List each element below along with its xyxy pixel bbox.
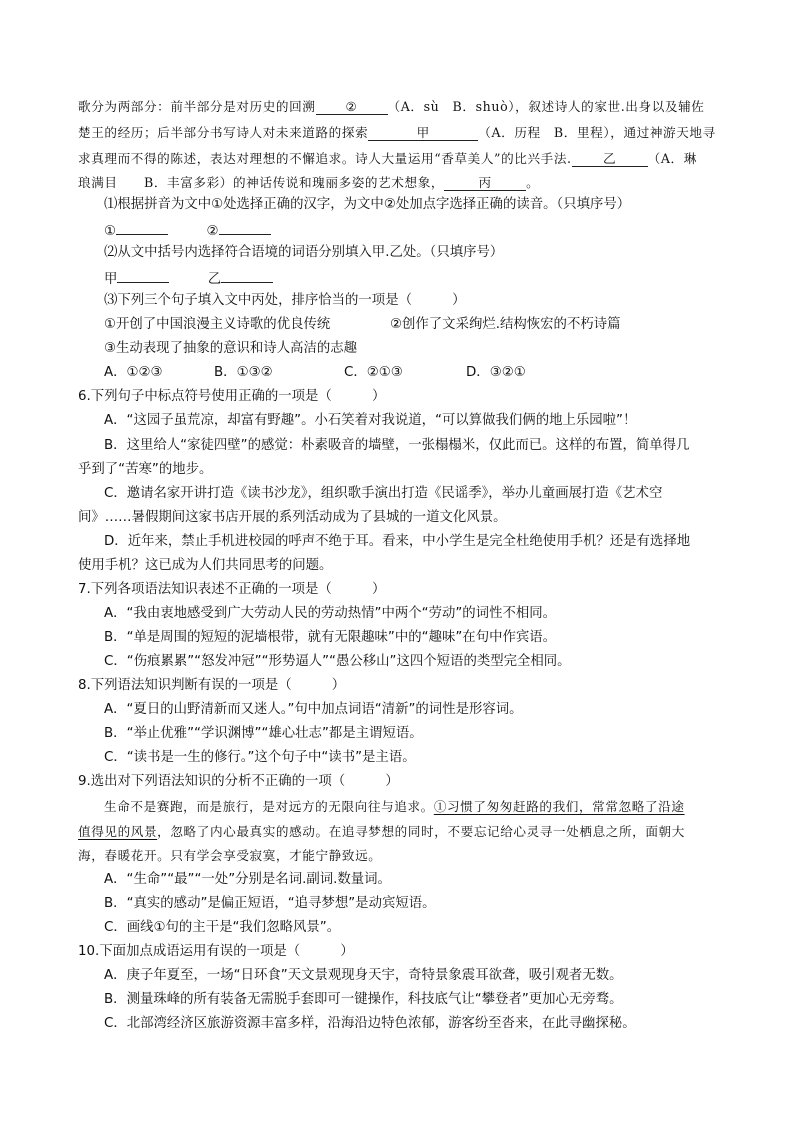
sub3-sentences-row1 <box>104 315 794 335</box>
passage-text: 楚王的经历；后半部分书写诗人对未来道路的探索 <box>78 125 369 140</box>
passage-text: 歌分为两部分：前半部分是对历史的回溯 <box>78 99 316 114</box>
blank-label: 乙 <box>207 272 222 287</box>
q7-stem: 7.下列各项语法知识表述不正确的一项是（ ） <box>78 582 386 597</box>
passage-text: （A．sù B．shuò），叙述诗人的家世.出身以及辅佐 <box>387 99 705 114</box>
sentence-option: ②创作了文采绚烂.结构恢宏的不朽诗篇 <box>390 317 621 332</box>
sub1-blanks <box>104 219 794 242</box>
passage-text: （A．历程 B．里程），通过神游天地寻 <box>478 125 716 140</box>
blank-2[interactable]: ② <box>316 99 388 115</box>
sub3-sentence-3: ③生动表现了抽象的意识和诗人高洁的志趣 <box>104 341 358 356</box>
q6-stem: 6.下列句子中标点符号使用正确的一项是（ ） <box>78 389 386 404</box>
sentence-option: ①开创了中国浪漫主义诗歌的优良传统 <box>104 317 331 332</box>
q10-stem: 10.下面加点成语运用有误的一项是（ ） <box>78 944 354 959</box>
q9-passage-line-2 <box>78 822 794 842</box>
blank-label: ① <box>104 224 117 239</box>
q10-option-a[interactable]: A．庚子年夏至，一场“日环食”天文景观现身天宇，奇特景象震耳欲聋，吸引观者无数。 <box>104 968 623 983</box>
q9-passage-line-3: 海，春暖花开。只有学会享受寂寞，才能宁静致远。 <box>78 848 382 863</box>
sub1-stem: ⑴根据拼音为文中①处选择正确的汉字，为文中②处加点字选择正确的读音。（只填序号） <box>104 197 631 212</box>
q7-option-a[interactable]: A．“我由衷地感受到广大劳动人民的劳动热情”中两个“劳动”的词性不相同。 <box>104 606 557 621</box>
passage-text: 。 <box>526 175 540 190</box>
q7-option-b[interactable]: B．“单是周围的短短的泥墙根带，就有无限趣味”中的“趣味”在句中作宾语。 <box>104 630 557 645</box>
blank-yi[interactable]: 乙 <box>572 151 648 167</box>
q9-passage-text: 生命不是赛跑，而是旅行，是对远方的无限向往与追求。 <box>104 799 434 814</box>
q6-option-b-line2[interactable]: 乎到了“苦寒”的地步。 <box>78 462 213 477</box>
answer-blank-yi[interactable] <box>221 267 273 283</box>
q6-option-a[interactable]: A．“这园子虽荒凉，却富有野趣”。小石笑着对我说道，“可以算做我们俩的地上乐园啦”！ <box>104 413 637 428</box>
q9-option-a[interactable]: A．“生命”“最”“一处”分别是名词.副词.数量词。 <box>104 872 391 887</box>
q9-option-b[interactable]: B．“真实的感动”是偏正短语，“追寻梦想”是动宾短语。 <box>104 896 436 911</box>
q8-option-a[interactable]: A．“夏日的山野清新而又迷人。”句中加点词语“清新”的词性是形容词。 <box>104 702 523 717</box>
passage-text: 求真理而不得的陈述，表达对理想的不懈追求。诗人大量运用“香草美人”的比兴手法. <box>78 151 572 166</box>
q9-underlined-sentence: 值得见的风景 <box>78 824 158 839</box>
q9-stem: 9.选出对下列语法知识的分析不正确的一项（ ） <box>78 774 399 789</box>
q10-option-b[interactable]: B．测量珠峰的所有装备无需脱手套即可一键操作，科技底气让“攀登者”更加心无旁骛。 <box>104 992 623 1007</box>
answer-blank-1[interactable] <box>116 219 168 235</box>
passage-line-4 <box>78 173 794 193</box>
q8-option-b[interactable]: B．“举止优雅”“学识渊博”“雄心壮志”都是主谓短语。 <box>104 726 423 741</box>
blank-bing[interactable]: 丙 <box>444 175 526 191</box>
q9-underlined-sentence: ①习惯了匆匆赶路的我们，常常忽略了沿途 <box>433 799 685 814</box>
passage-text: （A．琳 <box>647 151 697 166</box>
sub2-blanks <box>104 267 794 290</box>
q10-option-c[interactable]: C．北部湾经济区旅游资源丰富多样，沿海沿边特色浓郁，游客纷至沓来，在此寻幽探秘。 <box>104 1016 636 1031</box>
choice-b[interactable]: B．①③② <box>214 365 273 380</box>
passage-text: 琅满目 B．丰富多彩）的神话传说和瑰丽多姿的艺术想象， <box>78 175 445 190</box>
sub2-stem: ⑵从文中括号内选择符合语境的词语分别填入甲.乙处。（只填序号） <box>104 245 504 260</box>
q7-option-c[interactable]: C．“伤痕累累”“怒发冲冠”“形势逼人”“愚公移山”这四个短语的类型完全相同。 <box>104 654 571 669</box>
passage-line-2 <box>78 123 794 143</box>
q6-option-d-line1[interactable]: D．近年来，禁止手机进校园的呼声不绝于耳。看来，中小学生是完全杜绝使用手机？还是有选择地 <box>104 534 691 549</box>
q6-option-b-line1[interactable]: B．这里给人“家徒四壁”的感觉：朴素吸音的墙壁，一张榻榻米，仅此而已。这样的布置，简单得几 <box>104 438 690 453</box>
answer-blank-2[interactable] <box>219 219 271 235</box>
choice-d[interactable]: D．③②① <box>466 365 526 380</box>
q8-stem: 8.下列语法知识判断有误的一项是（ ） <box>78 678 346 693</box>
choice-c[interactable]: C．②①③ <box>344 365 403 380</box>
sub3-stem: ⑶下列三个句子填入文中丙处，排序恰当的一项是（ ） <box>104 293 466 308</box>
passage-line-1 <box>78 97 794 117</box>
q8-option-c[interactable]: C．“读书是一生的修行。”这个句子中“读书”是主语。 <box>104 750 416 765</box>
choice-a[interactable]: A．①②③ <box>104 365 163 380</box>
answer-blank-jia[interactable] <box>117 267 169 283</box>
q6-option-d-line2[interactable]: 使用手机？这已成为人们共同思考的问题。 <box>78 558 333 573</box>
q9-option-c[interactable]: C．画线①句的主干是“我们忽略风景”。 <box>104 920 341 935</box>
q6-option-c-line1[interactable]: C．邀请名家开讲打造《读书沙龙》，组织歌手演出打造《民谣季》，举办儿童画展打造《艺术空 <box>104 486 663 501</box>
q9-passage-text: ，忽略了内心最真实的感动。在追寻梦想的同时，不要忘记给心灵寻一处栖息之所，面朝大 <box>157 824 685 839</box>
q6-option-c-line2[interactable]: 间》……暑假期间这家书店开展的系列活动成为了县城的一道文化风景。 <box>78 510 507 525</box>
q9-passage-line-1 <box>104 797 794 817</box>
blank-jia[interactable]: 甲 <box>368 125 478 141</box>
passage-line-3 <box>78 149 794 169</box>
blank-label: ② <box>206 224 219 239</box>
sub3-options <box>104 363 794 383</box>
blank-label: 甲 <box>104 272 118 287</box>
